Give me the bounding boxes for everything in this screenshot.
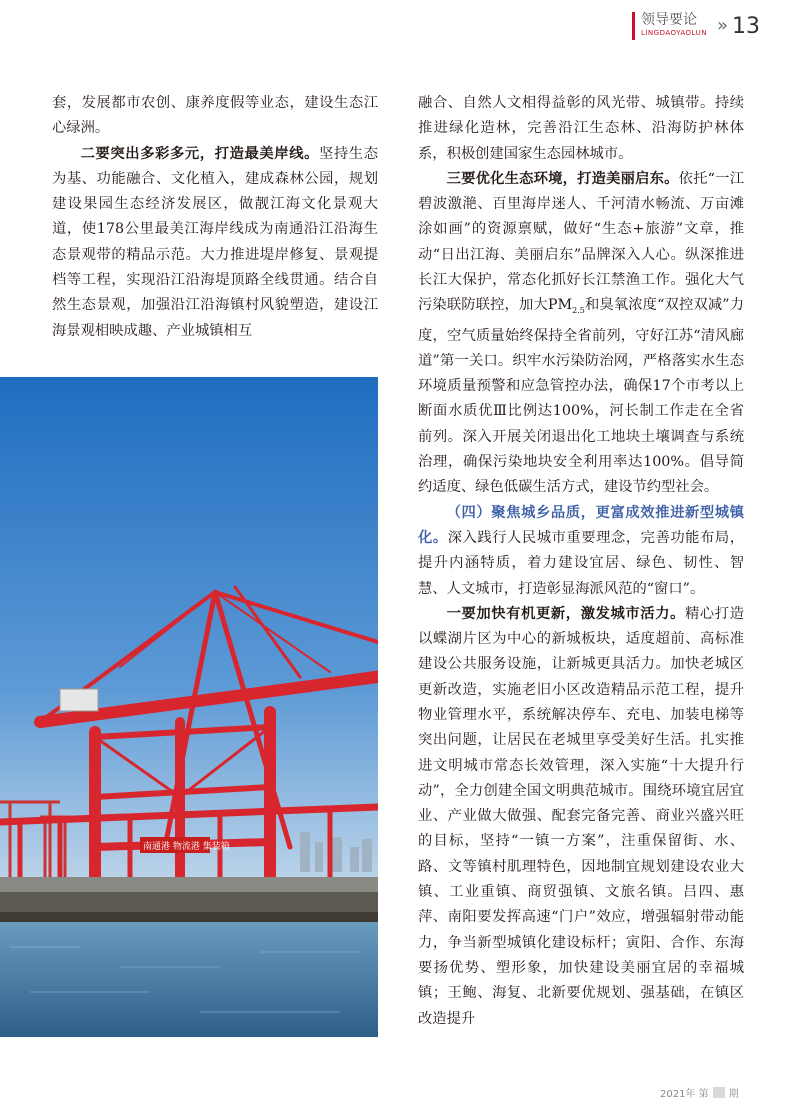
crane-illustration xyxy=(0,377,378,1037)
header-text xyxy=(641,12,707,38)
issue-number-box xyxy=(713,1087,725,1098)
footer-issue-suffix: 期 xyxy=(728,1089,739,1100)
page-header xyxy=(632,12,760,42)
left-paragraph-1: 套，发展都市农创、康养度假等业态，建设生态江心绿洲。 xyxy=(52,95,378,137)
paragraph-body: 依托“一江碧波激滟、百里海岸迷人、千河清水畅流、万亩滩涂如画”的资源禀赋，做好“生态+旅游”文章，推动“日出江海、美丽启东”品牌深入人心。纵深推进长江大保护，常态化抓好长江禁渔工作。强化大气污染联防联控，加大PM xyxy=(418,170,744,314)
crane-sign-text: 南通港 物流港 集装箱 xyxy=(143,842,230,852)
page-footer xyxy=(660,1085,739,1100)
paragraph-body: 精心打造以蝶湖片区为中心的新城板块，适度超前、高标准建设公共服务设施，让新城更具活力。加快老城区更新改造，实施老旧小区改造精品示范工程，提升物业管理水平，系统解决停车、充电、加装电梯等突出问题，让居民在老城里享受美好生活。扎实推进文明城市常态长效管理，深入实施“十大提升行动”，全力创建全国文明典范城市。围绕环境宜居宜业、产业做大做强、配套完备完善、商业兴盛兴旺的目标，坚持“一镇一方案”，注重保留街、水、路、文等镇村肌理特色，因地制宜规划建设农业大镇、工业重镇、商贸强镇、文旅名镇。吕四、惠萍、南阳要发挥高速“门户”效应，增强辐射带动能力，争当新型城镇化建设标杆；寅阳、合作、东海要扬优势、塑形象，加快建设美丽宜居的幸福城镇；王鲍、海复、北新要优规划、强基础，在镇区改造提升 xyxy=(418,605,744,1027)
left-paragraph-2 xyxy=(52,142,378,344)
port-crane-photo xyxy=(0,377,378,1037)
section-heading: （四）聚焦城乡品质，更富成效推进新型城镇化。 xyxy=(418,504,744,546)
paragraph-heading: 二要突出多彩多元，打造最美岸线。 xyxy=(80,145,319,162)
section-4-paragraph xyxy=(418,501,744,602)
double-chevron-icon: » xyxy=(716,15,728,36)
paragraph-heading: 三要优化生态环境，打造美丽启东。 xyxy=(446,170,679,187)
right-column xyxy=(418,91,744,1032)
right-paragraph-4 xyxy=(418,602,744,1032)
section-title: 领导要论 xyxy=(640,12,697,28)
right-paragraph-2 xyxy=(418,167,744,501)
paragraph-body: 坚持生态为基、功能融合、文化植入，建成森林公园，规划建设果园生态经济发展区，做靓江海文化景观大道，使178公里最美江海岸线成为南通沿江沿海生态景观带的精品示范。大力推进堤岸修复、景观提档等工程，实现沿江沿海堤顶路全线贯通。结合自然生态景观，加强沿江沿海镇村风貌塑造，建设江海景观相映成趣、产业城镇相互 xyxy=(52,145,378,339)
paragraph-body-cont: 和臭氧浓度“双控双减”力度，空气质量始终保持全省前列，守好江苏“清风廊道”第一关口。织牢水污染防治网，严格落实水生态环境质量预警和应急管控办法，确保17个市考以上断面水质优Ⅲ比例达100%，河长制工作走在全省前列。深入开展关闭退出化工地块土壤调查与系统治理，确保污染地块安全利用率达100%。倡导简约适度、绿色低碳生活方式，建设节约型社会。 xyxy=(418,297,744,496)
header-accent-bar xyxy=(632,12,635,40)
page-number: 13 xyxy=(732,14,760,39)
right-paragraph-1: 融合、自然人文相得益彰的风光带、城镇带。持续推进绿化造林，完善沿江生态林、沿海防护林体系，积极创建国家生态园林城市。 xyxy=(418,95,744,162)
footer-year: 2021年 第 xyxy=(660,1089,709,1100)
pm-subscript: 2.5 xyxy=(572,306,585,316)
left-column xyxy=(52,91,378,344)
paragraph-heading: 一要加快有机更新，激发城市活力。 xyxy=(446,605,685,622)
section-subtitle: LINGDAOYAOLUN xyxy=(640,29,707,37)
section-body: 深入践行人民城市重要理念，完善功能布局，提升内涵特质，着力建设宜居、绿色、韧性、智慧、人文城市，打造彰显海派风范的“窗口”。 xyxy=(418,529,744,597)
